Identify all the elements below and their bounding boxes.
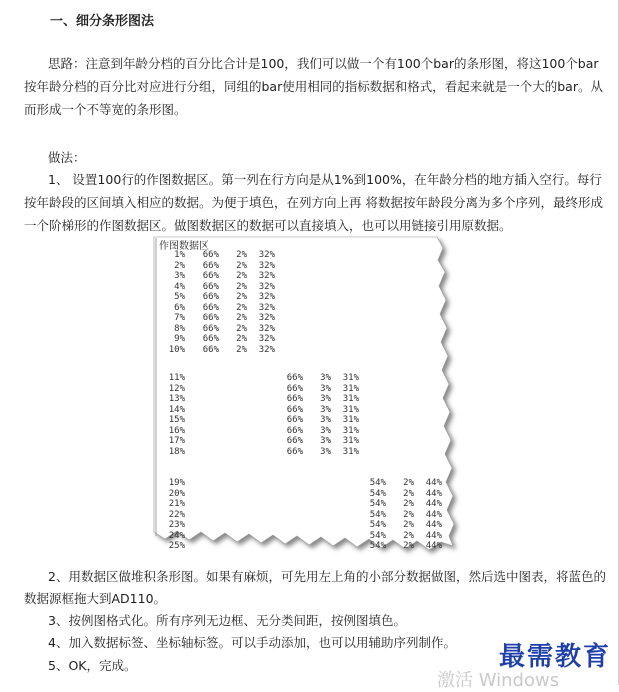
grid-cell-value: 3% xyxy=(320,425,331,436)
grid-cell-value: 2% xyxy=(236,323,247,334)
grid-cell-value: 2% xyxy=(236,344,247,355)
grid-cell-value: 66% xyxy=(202,302,219,313)
grid-cell-value: 2% xyxy=(236,302,247,313)
row-percent-label: 20% xyxy=(168,488,185,499)
step-2-paragraph: 2、用数据区做堆积条形图。如果有麻烦，可先用左上角的小部分数据做图，然后选中图表，将蓝色的数据源框拖大到AD110。 xyxy=(24,569,606,606)
grid-cell-value: 2% xyxy=(403,530,414,541)
row-percent-label: 2% xyxy=(174,260,185,271)
brand-watermark: 最需教育 xyxy=(498,642,611,672)
grid-cell-value: 32% xyxy=(258,334,275,344)
grid-cell-value: 3% xyxy=(320,383,331,394)
grid-cell-value: 66% xyxy=(202,292,219,302)
grid-cell-value: 54% xyxy=(369,520,386,530)
row-percent-label: 25% xyxy=(168,541,185,551)
grid-cell-value: 3% xyxy=(320,415,331,425)
grid-row xyxy=(153,334,453,344)
row-percent-label: 3% xyxy=(174,271,185,281)
grid-cell-value: 66% xyxy=(286,383,303,394)
section-title: 一、细分条形图法 xyxy=(50,14,155,29)
grid-cell-value: 2% xyxy=(403,488,414,499)
grid-cell-value: 32% xyxy=(258,302,275,313)
grid-row xyxy=(153,541,453,551)
grid-row xyxy=(153,292,453,302)
grid-cell-value: 44% xyxy=(425,541,442,551)
grid-cell-value: 66% xyxy=(202,344,219,355)
grid-row xyxy=(153,520,453,530)
windows-activation-watermark: 激活 Windows xyxy=(437,670,560,691)
grid-cell-value: 66% xyxy=(286,415,303,425)
grid-cell-value: 66% xyxy=(202,313,219,323)
row-percent-label: 16% xyxy=(168,425,185,436)
grid-cell-value: 66% xyxy=(286,394,303,404)
grid-cell-value: 66% xyxy=(202,271,219,281)
grid-row xyxy=(153,436,453,446)
grid-cell-value: 32% xyxy=(258,271,275,281)
grid-cell-value: 66% xyxy=(202,250,219,260)
grid-cell-value: 32% xyxy=(258,292,275,302)
row-percent-label: 17% xyxy=(168,436,185,446)
row-percent-label: 14% xyxy=(168,404,185,415)
grid-cell-value: 2% xyxy=(236,250,247,260)
grid-cell-value: 44% xyxy=(425,499,442,509)
row-percent-label: 23% xyxy=(168,520,185,530)
row-percent-label: 22% xyxy=(168,509,185,520)
grid-cell-value: 54% xyxy=(369,499,386,509)
grid-cell-value: 66% xyxy=(286,425,303,436)
grid-cell-value: 32% xyxy=(258,281,275,292)
grid-cell-value: 66% xyxy=(202,334,219,344)
row-percent-label: 21% xyxy=(168,499,185,509)
grid-cell-value: 66% xyxy=(202,260,219,271)
grid-row xyxy=(153,405,453,415)
grid-cell-value: 2% xyxy=(236,281,247,292)
grid-row xyxy=(153,303,453,313)
grid-cell-value: 54% xyxy=(369,478,386,488)
grid-cell-value: 2% xyxy=(236,334,247,344)
grid-row xyxy=(153,394,453,404)
grid-cell-value: 54% xyxy=(369,509,386,520)
figure-title: 作图数据区 xyxy=(159,241,209,252)
grid-row xyxy=(153,489,453,499)
method-label: 做法： xyxy=(48,150,86,165)
grid-cell-value: 3% xyxy=(320,394,331,404)
grid-cell-value: 31% xyxy=(342,404,359,415)
grid-cell-value: 3% xyxy=(320,373,331,383)
grid-cell-value: 44% xyxy=(425,478,442,488)
grid-cell-value: 31% xyxy=(342,446,359,457)
grid-cell-value: 66% xyxy=(286,446,303,457)
row-percent-label: 4% xyxy=(174,281,185,292)
grid-cell-value: 2% xyxy=(403,509,414,520)
grid-cell-value: 66% xyxy=(202,281,219,292)
row-percent-label: 6% xyxy=(174,302,185,313)
row-percent-label: 15% xyxy=(168,415,185,425)
grid-cell-value: 44% xyxy=(425,488,442,499)
row-percent-label: 8% xyxy=(174,323,185,334)
grid-row xyxy=(153,282,453,292)
grid-cell-value: 32% xyxy=(258,344,275,355)
step-5-paragraph: 5、OK，完成。 xyxy=(48,658,137,673)
row-percent-label: 19% xyxy=(168,478,185,488)
grid-cell-value: 66% xyxy=(286,436,303,446)
grid-row xyxy=(153,510,453,520)
grid-row xyxy=(153,313,453,323)
grid-cell-value: 3% xyxy=(320,436,331,446)
row-percent-label: 10% xyxy=(168,344,185,355)
row-percent-label: 24% xyxy=(168,530,185,541)
grid-row xyxy=(153,384,453,394)
grid-cell-value: 31% xyxy=(342,394,359,404)
row-percent-label: 7% xyxy=(174,313,185,323)
grid-cell-value: 31% xyxy=(342,436,359,446)
grid-row xyxy=(153,447,453,457)
grid-cell-value: 3% xyxy=(320,404,331,415)
grid-row xyxy=(153,324,453,334)
grid-row xyxy=(153,345,453,355)
grid-cell-value: 2% xyxy=(236,260,247,271)
row-percent-label: 9% xyxy=(174,334,185,344)
grid-cell-value: 32% xyxy=(258,323,275,334)
grid-row xyxy=(153,426,453,436)
step-4-paragraph: 4、加入数据标签、坐标轴标签。可以手动添加，也可以用辅助序列制作。 xyxy=(48,635,456,650)
grid-cell-value: 54% xyxy=(369,530,386,541)
idea-paragraph: 思路：注意到年龄分档的百分比合计是100，我们可以做一个有100个bar的条形图，将这100个bar按年龄分档的百分比对应进行分组，同组的bar使用相同的指标数据和格式，看起来就是一个大的bar。从而形成一个不等宽的条形图。 xyxy=(24,56,603,117)
grid-cell-value: 32% xyxy=(258,250,275,260)
grid-cell-value: 2% xyxy=(403,478,414,488)
grid-cell-value: 32% xyxy=(258,313,275,323)
row-percent-label: 18% xyxy=(168,446,185,457)
grid-cell-value: 31% xyxy=(342,373,359,383)
grid-cell-value: 66% xyxy=(286,404,303,415)
grid-cell-value: 2% xyxy=(403,541,414,551)
grid-cell-value: 2% xyxy=(236,271,247,281)
grid-cell-value: 31% xyxy=(342,415,359,425)
grid-cell-value: 66% xyxy=(286,373,303,383)
grid-cell-value: 2% xyxy=(236,292,247,302)
grid-cell-value: 31% xyxy=(342,383,359,394)
grid-row xyxy=(153,373,453,383)
grid-cell-value: 44% xyxy=(425,509,442,520)
grid-cell-value: 32% xyxy=(258,260,275,271)
grid-cell-value: 2% xyxy=(403,499,414,509)
grid-cell-value: 3% xyxy=(320,446,331,457)
grid-cell-value: 54% xyxy=(369,541,386,551)
row-percent-label: 11% xyxy=(168,373,185,383)
grid-row xyxy=(153,499,453,509)
grid-cell-value: 2% xyxy=(403,520,414,530)
row-percent-label: 13% xyxy=(168,394,185,404)
grid-cell-value: 66% xyxy=(202,323,219,334)
row-percent-label: 12% xyxy=(168,383,185,394)
grid-row xyxy=(153,271,453,281)
step-1-paragraph: 1、 设置100行的作图数据区。第一列在行方向是从1%到100%，在年龄分档的地方插入空行。每行按年龄段的区间填入相应的数据。为便于填色，在列方向上再 将数据按年龄段分离为多个序列，最终形成一个阶梯形的作图数据区。做图数据区的数据可以直接填入，也可以用链接引用原数据。 xyxy=(24,172,603,233)
grid-row xyxy=(153,250,453,260)
row-percent-label: 5% xyxy=(174,292,185,302)
grid-row xyxy=(153,261,453,271)
grid-cell-value: 44% xyxy=(425,520,442,530)
grid-row xyxy=(153,478,453,488)
data-area-screenshot xyxy=(153,236,465,558)
grid-cell-value: 44% xyxy=(425,530,442,541)
step-3-paragraph: 3、按例图格式化。所有序列无边框、无分类间距，按例图填色。 xyxy=(48,613,406,628)
grid-cell-value: 2% xyxy=(236,313,247,323)
grid-cell-value: 54% xyxy=(369,488,386,499)
grid-row xyxy=(153,531,453,541)
grid-row xyxy=(153,415,453,425)
grid-cell-value: 31% xyxy=(342,425,359,436)
row-percent-label: 1% xyxy=(174,250,185,260)
